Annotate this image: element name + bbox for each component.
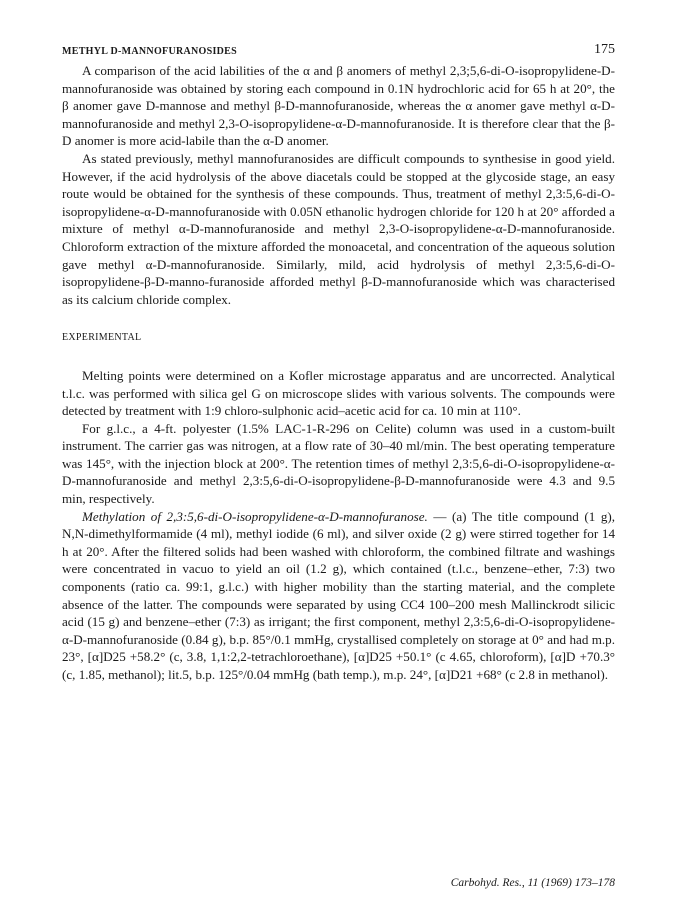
- paragraph-methylation: [62, 508, 615, 684]
- page-header: [62, 40, 615, 62]
- journal-citation-footer: Carbohyd. Res., 11 (1969) 173–178: [450, 877, 615, 889]
- paragraph-synthesis: As stated previously, methyl mannofuranosides are difficult compounds to synthesise in good yield. However, if the acid hydrolysis of the above diacetals could be stopped at the glycoside stage, an easy route would be obtained for the synthesis of these compounds. Thus, treatment of methyl 2,3:5,6-di-O-isopropylidene-α-D-mannofuranoside with 0.05N ethanolic hydrogen chloride for 120 h at 20° afforded a mixture of methyl α-D-mannofuranoside and methyl 2,3-O-isopropylidene-α-D-mannofuranoside. Chloroform extraction of the mixture afforded the monoacetal, and concentration of the aqueous solution gave methyl α-D-mannofuranoside. Similarly, mild, acid hydrolysis of methyl 2,3:5,6-di-O-isopropylidene-β-D-manno-furanoside afforded methyl β-D-mannofuranoside which was characterised as its calcium chloride complex.: [62, 150, 615, 307]
- journal-page: [62, 40, 615, 684]
- paragraph-acid-lability: A comparison of the acid labilities of the α and β anomers of methyl 2,3;5,6-di-O-isopropylidene-D-mannofuranoside was obtained by storing each compound in 0.1N hydrochloric acid for 65 h at 20°, the β anomer gave D-mannose and methyl β-D-mannofuranoside, whereas the α anomer gave methyl α-D-mannofuranoside and methyl 2,3-O-isopropylidene-α-D-mannofuranoside. It is therefore clear that the β-D anomer is more acid-labile than the α-D anomer.: [62, 63, 615, 149]
- paragraph-melting-points: Melting points were determined on a Kofler microstage apparatus and are uncorrected. Analytical t.l.c. was performed with silica gel G on microscope slides with various solvents. The compounds were detected by treatment with 1:9 chloro-sulphonic acid–acetic acid for ca. 10 min at 110°.: [62, 367, 615, 419]
- section-heading-experimental: EXPERIMENTAL: [62, 332, 142, 344]
- article-body: [62, 62, 615, 684]
- methylation-text: — (a) The title compound (1 g), N,N-dimethylformamide (4 ml), methyl iodide (6 ml), and silver oxide (2 g) were stirred together for 14 h at 20°. After the filtered solids had been washed with chloroform, the combined filtrate and washings were concentrated in vacuo to yield an oil (1.2 g), which contained (t.l.c., benzene–ether, 7:3) two components (ratio ca. 99:1, g.l.c.) with higher mobility than the starting material, and the complete absence of the latter. The compounds were separated by using CC4 100–200 mesh Mallinckrodt silicic acid (15 g) and benzene–ether (7:3) as irrigant; the first component, methyl 2,3:5,6-di-O-isopropylidene-α-D-mannofuranoside (0.84 g), b.p. 85°/0.1 mmHg, crystallised completely on storage at 0° and had m.p. 23°, [α]D25 +58.2° (c, 3.8, 1,1:2,2-tetrachloroethane), [α]D25 +50.1° (c 4.65, chloroform), [α]D +70.3° (c, 1.85, methanol); lit.5, b.p. 125°/0.04 mmHg (bath temp.), m.p. 24°, [α]D21 +68° (c 2.8 in methanol).: [62, 508, 616, 682]
- page-number: 175: [594, 42, 615, 57]
- methylation-subheading: Methylation of 2,3:5,6-di-O-isopropylidene-α-D-mannofuranose.: [82, 508, 428, 524]
- paragraph-glc: For g.l.c., a 4-ft. polyester (1.5% LAC-1-R-296 on Celite) column was used in a custom-built instrument. The carrier gas was nitrogen, at a flow rate of 30–40 ml/min. The best operating temperature was 145°, with the injection block at 200°. The retention times of methyl 2,3:5,6-di-O-isopropylidene-α-D-mannofuranoside and methyl 2,3:5,6-di-O-isopropylidene-β-D-mannofuranoside were 4.3 and 9.5 min, respectively.: [62, 420, 615, 507]
- running-head: METHYL D-MANNOFURANOSIDES: [62, 46, 238, 57]
